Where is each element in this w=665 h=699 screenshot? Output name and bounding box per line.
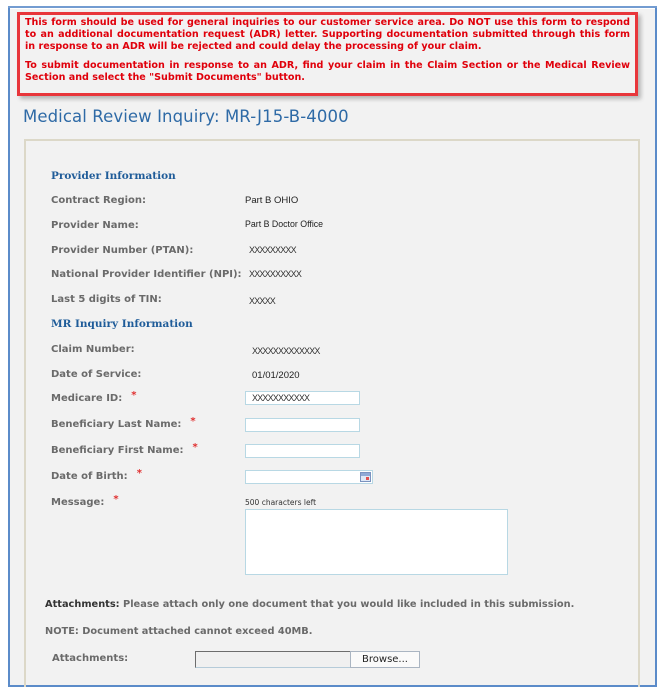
claim-number-label: Claim Number:: [51, 344, 135, 355]
message-label: [51, 494, 119, 508]
ptan-label: Provider Number (PTAN):: [51, 245, 194, 256]
medicare-id-label: [51, 390, 137, 404]
warning-paragraph-2: To submit documentation in response to an ADR, find your claim in the Claim Section or the Medical Review Section and select the "Submit Documents" button.: [25, 60, 630, 83]
npi-value: XXXXXXXXXX: [249, 269, 302, 279]
required-asterisk: *: [131, 390, 137, 401]
attachment-size-note: NOTE: Document attached cannot exceed 40MB.: [45, 626, 313, 637]
date-of-service-value: 01/01/2020: [252, 370, 300, 381]
message-label-text: Message:: [51, 497, 105, 508]
page-title-prefix: Medical Review Inquiry:: [23, 107, 225, 126]
contract-region-label: Contract Region:: [51, 195, 147, 206]
provider-information-heading: Provider Information: [51, 170, 176, 182]
adr-warning-box: [17, 12, 638, 96]
attachment-file-path-input[interactable]: [195, 651, 350, 668]
warning-paragraph-1: This form should be used for general inquiries to our customer service area. Do NOT use this form to respond to an additional documentation request (ADR) letter. Supporting documentation submitted through this form in response to an ADR will be rejected and could delay the processing of your claim.: [25, 17, 630, 52]
required-asterisk: *: [192, 442, 198, 453]
attachments-instruction-text: Please attach only one document that you would like included in this submission.: [119, 599, 575, 610]
required-asterisk: *: [190, 416, 196, 427]
date-of-service-label: Date of Service:: [51, 369, 142, 380]
calendar-icon[interactable]: [360, 472, 371, 482]
beneficiary-last-name-label-text: Beneficiary Last Name:: [51, 419, 182, 430]
npi-label: National Provider Identifier (NPI):: [51, 269, 242, 280]
page-title: [23, 107, 349, 126]
characters-left-counter: 500 characters left: [245, 498, 317, 507]
date-of-birth-input[interactable]: [245, 470, 373, 484]
beneficiary-first-name-label: [51, 442, 198, 456]
date-of-birth-label-text: Date of Birth:: [51, 471, 128, 482]
browse-button[interactable]: Browse...: [350, 651, 420, 668]
mr-inquiry-heading: MR Inquiry Information: [51, 318, 193, 330]
date-of-birth-label: [51, 468, 142, 482]
medicare-id-input[interactable]: XXXXXXXXXXX: [245, 391, 360, 405]
beneficiary-first-name-label-text: Beneficiary First Name:: [51, 445, 184, 456]
ptan-value: XXXXXXXXX: [249, 245, 296, 255]
contract-region-value: Part B OHIO: [245, 195, 299, 206]
tin-value: XXXXX: [249, 296, 276, 306]
attachments-instruction: [45, 599, 574, 610]
tin-label: Last 5 digits of TIN:: [51, 294, 162, 305]
beneficiary-first-name-input[interactable]: [245, 444, 360, 458]
message-textarea[interactable]: [245, 509, 508, 575]
provider-name-value: Part B Doctor Office: [245, 219, 324, 229]
inquiry-code: MR-J15-B-4000: [224, 107, 349, 126]
attachments-instruction-bold: Attachments:: [45, 599, 120, 610]
required-asterisk: *: [136, 468, 142, 479]
beneficiary-last-name-input[interactable]: [245, 418, 360, 432]
beneficiary-last-name-label: [51, 416, 196, 430]
provider-name-label: Provider Name:: [51, 220, 139, 231]
attachments-field-label: Attachments:: [52, 653, 129, 664]
required-asterisk: *: [113, 494, 119, 505]
claim-number-value: XXXXXXXXXXXXX: [252, 346, 320, 356]
medicare-id-label-text: Medicare ID:: [51, 393, 123, 404]
